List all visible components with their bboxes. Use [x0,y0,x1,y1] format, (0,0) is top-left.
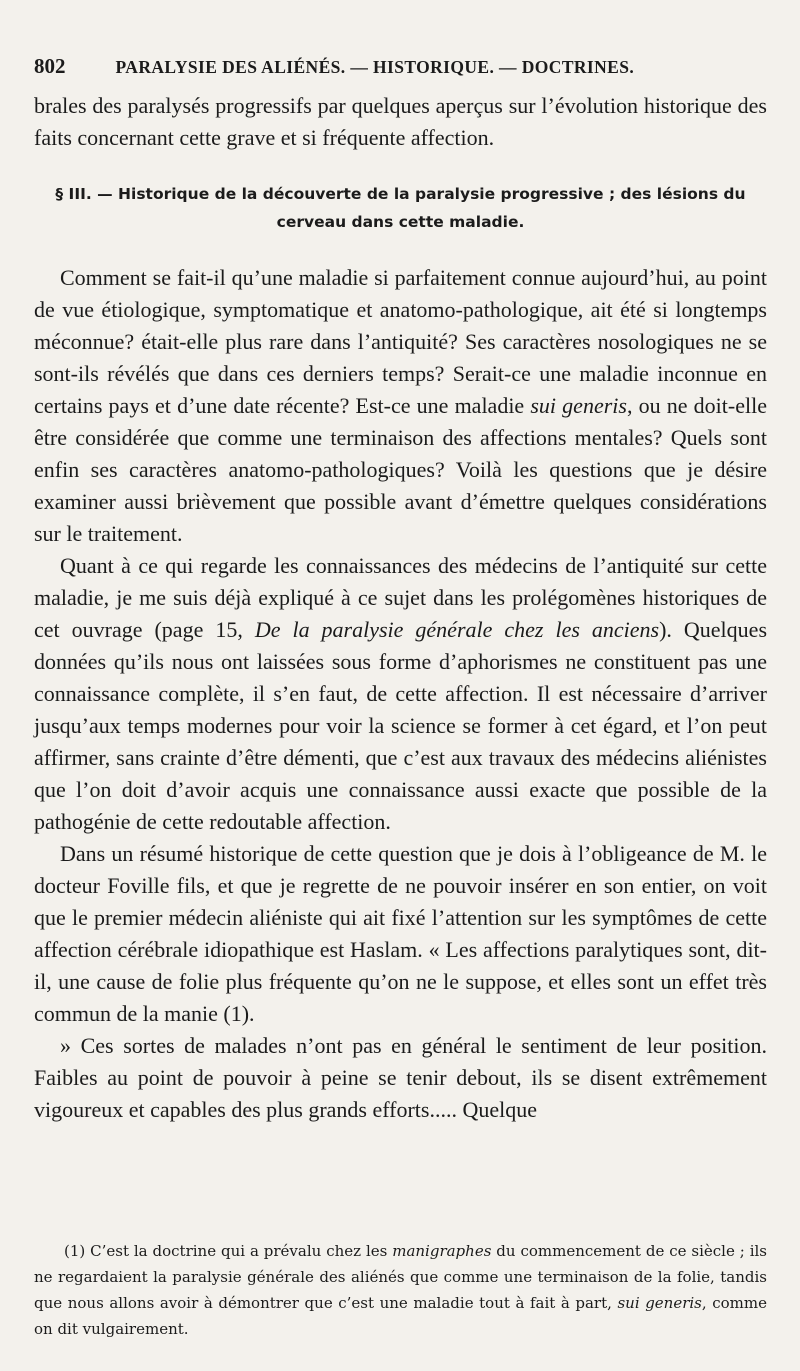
paragraph-2-text-b: ). Quelques données qu’ils nous ont laissées sous forme d’aphorismes ne constituent pas une connaissance complète, il s’en faut, de cette affection. Il est nécessaire d’arriver jusqu’aux temps modernes pour voir la science se former à cet égard, et l’on peut affirmer, sans crainte d’être démenti, que c’est aux travaux des médecins aliénistes que l’on doit d’avoir acquis une connaissance aussi exacte que possible de la pathogénie de cette redoutable affection. [34,617,767,834]
paragraph-1-rest: , ou ne doit-elle être considérée que comme une terminaison des affections mentales? Quels sont enfin ses caractères anatomo-pathologiques? Voilà les questions que je désire examiner aussi brièvement que possible avant d’émettre quelques considérations sur le traitement. [34,393,767,546]
paragraph-4: » Ces sortes de malades n’ont pas en général le sentiment de leur position. Faibles au point de pouvoir à peine se tenir debout, ils se disent extrêmement vigoureux et capables des plus grands efforts..... Quelque [34,1033,767,1122]
paragraph-continued: brales des paralysés progressifs par quelques aperçus sur l’évolution historique des faits concernant cette grave et si fréquente affection. [34,93,767,150]
paragraph-2 [34,550,767,838]
paragraph-1-italic: sui generis [530,393,627,418]
footnote-italic-1: manigraphes [392,1242,492,1260]
paragraph-2-italic: De la paralysie générale chez les anciens [254,617,660,642]
paragraph-1 [34,262,767,550]
page-header [34,54,768,79]
footnote-text-a: (1) C’est la doctrine qui a prévalu chez les [64,1242,393,1260]
paragraph-3: Dans un résumé historique de cette question que je dois à l’obligeance de M. le docteur Foville fils, et que je regrette de ne pouvoir insérer en son entier, on voit que le premier médecin aliéniste qui ait fixé l’attention sur les symptômes de cette affection cérébrale idiopathique est Haslam. « Les affections paralytiques sont, dit-il, une cause de folie plus fréquente qu’on ne le suppose, et elles sont un effet très commun de la manie (1). [34,841,767,1026]
running-head: PARALYSIE DES ALIÉNÉS. — HISTORIQUE. — DOCTRINES. [115,57,635,77]
paragraph-1-text: Comment se fait-il qu’une maladie si parfaitement connue aujourd’hui, au point de vue étiologique, symptomatique et anatomo-pathologique, ait été si longtemps méconnue? était-elle plus rare dans l’antiquité? Ses caractères nosologiques ne se sont-ils révélés que dans ces derniers temps? Serait-ce une maladie inconnue en certains pays et d’une date récente? Est-ce une maladie [34,265,767,418]
footnote-text-c: , comme on dit vulgairement. [34,1294,767,1338]
section-heading: § III. — Historique de la découverte de la paralysie progressive ; des lésions du cerveau dans cette maladie. [55,185,746,231]
footnote-1 [34,1238,767,1342]
footnote [34,1238,767,1342]
footnote-italic-2: sui generis [617,1294,702,1312]
page-number: 802 [34,54,66,78]
paragraph-2-text-a: Quant à ce qui regarde les connaissances des médecins de l’antiquité sur cette maladie, je me suis déjà expliqué à ce sujet dans les prolégomènes historiques de cet ouvrage (page 15, [34,553,767,642]
footnote-text-b: du commencement de ce siècle ; ils ne regardaient la paralysie générale des aliénés que comme une terminaison de la folie, tandis que nous allons avoir à démontrer que c’est une maladie tout à fait à part, [34,1242,767,1312]
body-text [34,90,767,1126]
